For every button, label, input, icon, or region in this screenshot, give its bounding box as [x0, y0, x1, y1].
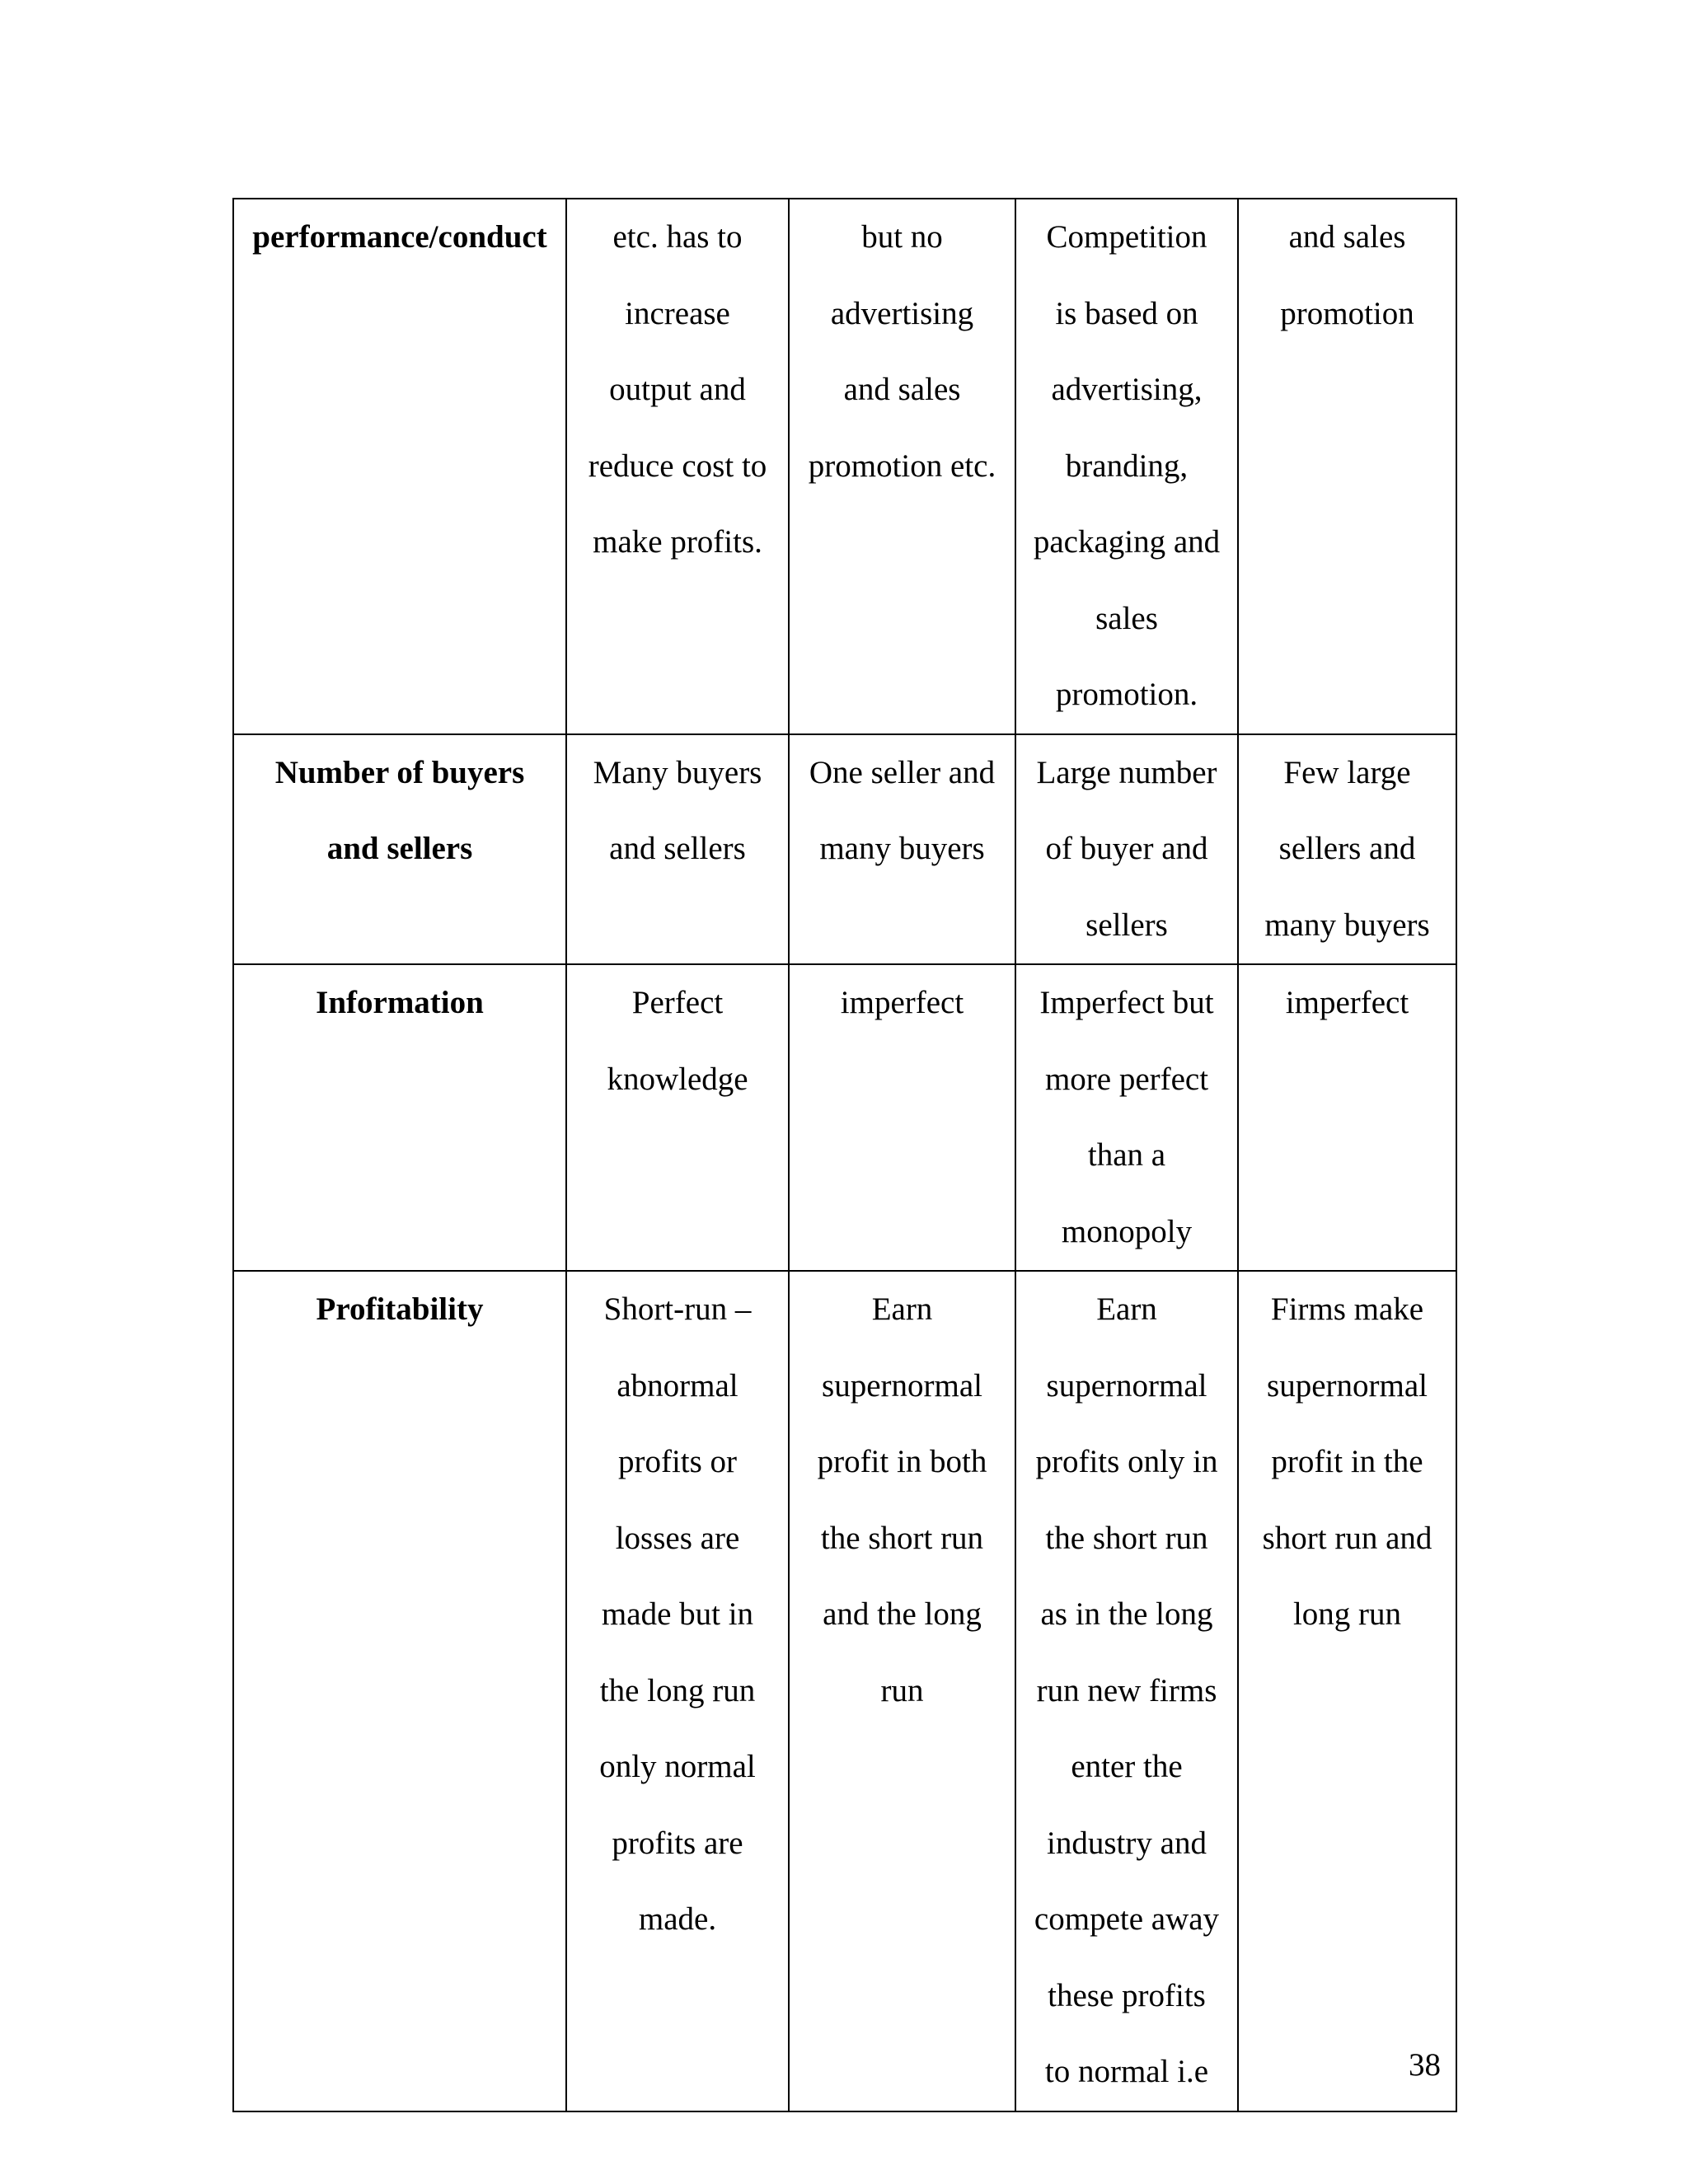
table-cell: Few large sellers and many buyers: [1238, 734, 1456, 965]
row-header-profitability: Profitability: [233, 1271, 566, 2111]
table-cell: Perfect knowledge: [566, 964, 789, 1271]
table-row-number-of-buyers-sellers: [233, 734, 1456, 965]
table-cell: imperfect: [1238, 964, 1456, 1271]
table-cell: Earn supernormal profits only in the short run as in the long run new firms enter the industry and compete away these profits to normal i.e: [1015, 1271, 1238, 2111]
table-cell: Large number of buyer and sellers: [1015, 734, 1238, 965]
table-cell: Short-run – abnormal profits or losses are made but in the long run only normal profits are made.: [566, 1271, 789, 2111]
table-row-profitability: [233, 1271, 1456, 2111]
table-cell: Earn supernormal profit in both the short run and the long run: [789, 1271, 1015, 2111]
market-structure-comparison-table: [232, 198, 1457, 2112]
table-cell: and sales promotion: [1238, 199, 1456, 734]
table-cell: etc. has to increase output and reduce cost to make profits.: [566, 199, 789, 734]
table-cell: One seller and many buyers: [789, 734, 1015, 965]
table-row-information: [233, 964, 1456, 1271]
page-number: 38: [1409, 2047, 1441, 2083]
row-header-number-of-buyers-sellers: Number of buyers and sellers: [233, 734, 566, 965]
row-header-performance-conduct: performance/conduct: [233, 199, 566, 734]
table-cell: imperfect: [789, 964, 1015, 1271]
table-cell: but no advertising and sales promotion etc.: [789, 199, 1015, 734]
row-header-information: Information: [233, 964, 566, 1271]
table-cell: Firms make supernormal profit in the short run and long run: [1238, 1271, 1456, 2111]
table-cell: Competition is based on advertising, branding, packaging and sales promotion.: [1015, 199, 1238, 734]
table-cell: Many buyers and sellers: [566, 734, 789, 965]
table-row-performance-conduct: [233, 199, 1456, 734]
table-cell: Imperfect but more perfect than a monopoly: [1015, 964, 1238, 1271]
